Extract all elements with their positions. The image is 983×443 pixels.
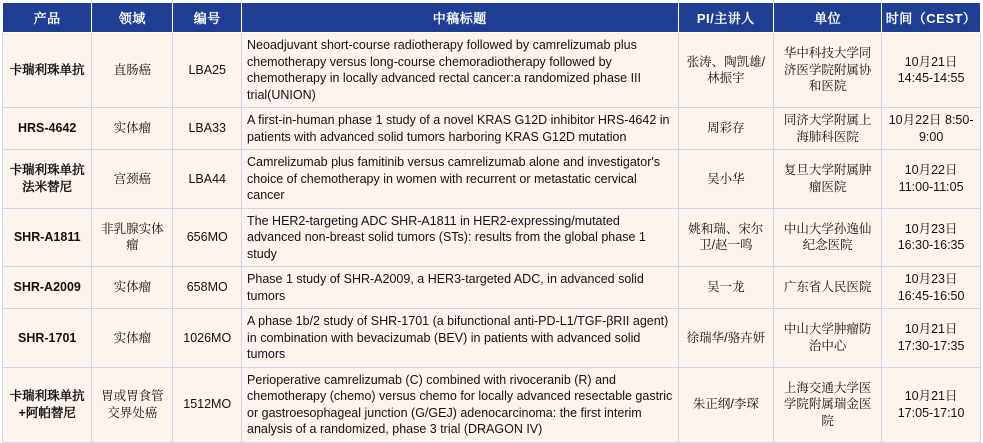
table-row (3, 33, 981, 108)
cell-pi: 徐瑞华/骆卉妍 (678, 309, 774, 368)
cell-product: SHR-A1811 (3, 208, 92, 267)
cell-product: SHR-1701 (3, 309, 92, 368)
cell-pi: 张涛、陶凯雄/林振宇 (678, 33, 774, 108)
cell-organization: 上海交通大学医学院附属瑞金医院 (774, 367, 882, 442)
cell-organization: 广东省人民医院 (774, 267, 882, 309)
cell-title: Camrelizumab plus famitinib versus camrelizumab alone and investigator's choice of chemotherapy in women with recurrent or metastatic cervical cancer (242, 150, 679, 209)
column-header-code: 编号 (173, 3, 242, 33)
table-row (3, 309, 981, 368)
cell-title: Perioperative camrelizumab (C) combined with rivoceranib (R) and chemotherapy (chemo) versus chemo for locally advanced resectable gastric or gastroesophageal junction (G/GEJ) adenocarcinoma: the first interim analysis of a randomized, phase 3 trial (DRAGON IV) (242, 367, 679, 442)
column-header-product: 产品 (3, 3, 92, 33)
cell-area: 胃或胃食管交界处癌 (92, 367, 173, 442)
cell-time: 10月21日 17:05-17:10 (882, 367, 981, 442)
cell-organization: 中山大学孙逸仙纪念医院 (774, 208, 882, 267)
cell-title: Neoadjuvant short-course radiotherapy followed by camrelizumab plus chemotherapy versus long-course chemoradiotherapy followed by chemotherapy in locally advanced rectal cancer:a randomized phase III trial(UNION) (242, 33, 679, 108)
cell-code: 658MO (173, 267, 242, 309)
cell-area: 实体瘤 (92, 267, 173, 309)
cell-code: 1512MO (173, 367, 242, 442)
table-header-row (3, 3, 981, 33)
cell-title: The HER2-targeting ADC SHR-A1811 in HER2-expressing/mutated advanced non-breast solid tumors (STs): results from the global phase 1 study (242, 208, 679, 267)
cell-area: 非乳腺实体瘤 (92, 208, 173, 267)
cell-organization: 中山大学肿瘤防治中心 (774, 309, 882, 368)
column-header-time: 时间（CEST） (882, 3, 981, 33)
trial-table (2, 2, 981, 443)
column-header-organization: 单位 (774, 3, 882, 33)
table-row (3, 267, 981, 309)
cell-product: 卡瑞利珠单抗 (3, 33, 92, 108)
cell-area: 宫颈癌 (92, 150, 173, 209)
cell-product: SHR-A2009 (3, 267, 92, 309)
cell-area: 实体瘤 (92, 108, 173, 150)
cell-code: LBA33 (173, 108, 242, 150)
cell-code: 1026MO (173, 309, 242, 368)
cell-area: 实体瘤 (92, 309, 173, 368)
table-row (3, 150, 981, 209)
cell-time: 10月21日 14:45-14:55 (882, 33, 981, 108)
cell-area: 直肠癌 (92, 33, 173, 108)
cell-organization: 同济大学附属上海肺科医院 (774, 108, 882, 150)
table-row (3, 367, 981, 442)
cell-time: 10月21日 17:30-17:35 (882, 309, 981, 368)
column-header-area: 领域 (92, 3, 173, 33)
cell-organization: 复旦大学附属肿瘤医院 (774, 150, 882, 209)
cell-pi: 吴一龙 (678, 267, 774, 309)
cell-time: 10月22日 8:50-9:00 (882, 108, 981, 150)
cell-pi: 姚和瑞、宋尔卫/赵一鸣 (678, 208, 774, 267)
cell-pi: 周彩存 (678, 108, 774, 150)
cell-code: 656MO (173, 208, 242, 267)
cell-title: A phase 1b/2 study of SHR-1701 (a bifunctional anti-PD-L1/TGF-βRII agent) in combination with bevacizumab (BEV) in patients with advanced solid tumors (242, 309, 679, 368)
cell-code: LBA44 (173, 150, 242, 209)
cell-pi: 朱正纲/李琛 (678, 367, 774, 442)
cell-time: 10月23日 16:30-16:35 (882, 208, 981, 267)
cell-pi: 吴小华 (678, 150, 774, 209)
cell-code: LBA25 (173, 33, 242, 108)
cell-time: 10月23日 16:45-16:50 (882, 267, 981, 309)
table-row (3, 208, 981, 267)
cell-product: 卡瑞利珠单抗法米替尼 (3, 150, 92, 209)
table-row (3, 108, 981, 150)
cell-product: 卡瑞利珠单抗+阿帕替尼 (3, 367, 92, 442)
cell-organization: 华中科技大学同济医学院附属协和医院 (774, 33, 882, 108)
cell-time: 10月22日 11:00-11:05 (882, 150, 981, 209)
column-header-title: 中稿标题 (242, 3, 679, 33)
cell-product: HRS-4642 (3, 108, 92, 150)
cell-title: Phase 1 study of SHR-A2009, a HER3-targeted ADC, in advanced solid tumors (242, 267, 679, 309)
cell-title: A first-in-human phase 1 study of a novel KRAS G12D inhibitor HRS-4642 in patients with advanced solid tumors harboring KRAS G12D mutation (242, 108, 679, 150)
column-header-pi: PI/主讲人 (678, 3, 774, 33)
